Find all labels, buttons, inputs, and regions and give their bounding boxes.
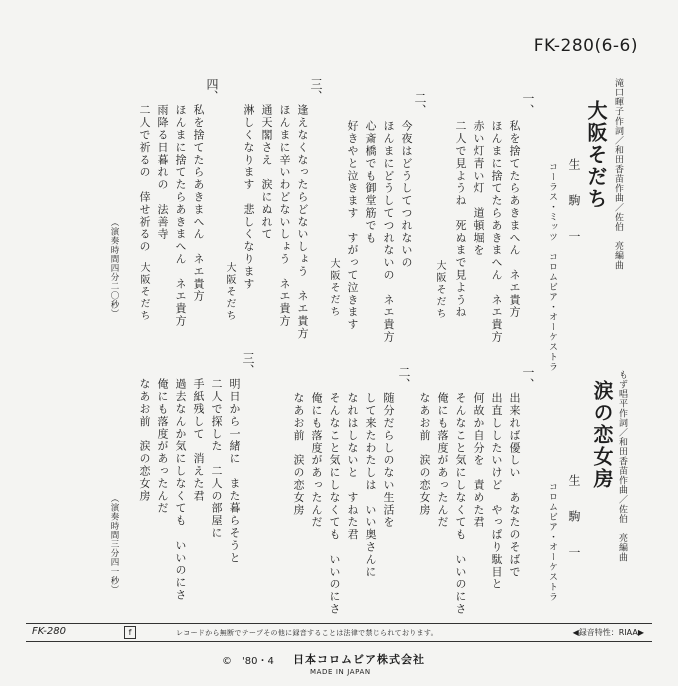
song2-verse2-line6: なあお前 涙の恋女房 (292, 392, 305, 516)
song1-verse3-line3: 通天閣さえ 涙にぬれて (260, 104, 273, 241)
song2-verse1-line4: そんなこと気にしなくても いいのにさ (454, 392, 467, 616)
song2-verse2-line2: して来たわたしは いい奥さんに (364, 392, 377, 578)
song2-verse3-line1: 明日から一緒に また暮らそうと (228, 378, 241, 564)
song1-verse1-line1: 私を捨てたらあきまへん ネエ貴方 (508, 120, 521, 319)
song1-verse2-refrain: 大阪そだち (328, 258, 339, 318)
song2-verse2-line3: なれはしないと すねた君 (346, 392, 359, 541)
song1-verse4-number: 四、 (205, 78, 219, 102)
song1-verse3-line4: 淋しくなります 悲しくなります (242, 104, 255, 290)
song1-verse1-refrain: 大阪そだち (434, 260, 445, 320)
song1-verse4-refrain: 大阪そだち (138, 262, 149, 322)
song2-verse1-line1: 出来れば優しい あなたのそばで (508, 392, 521, 578)
song2-verse1-number: 一、 (521, 366, 535, 390)
song1-artist: 生 駒 一 (567, 158, 581, 248)
song1-credits: 滝口暉子作詞／和田香苗作曲／佐伯 亮編曲 (613, 78, 623, 270)
song1-verse3-line1: 逢えなくなったらどないしょう ネエ貴方 (296, 104, 309, 340)
song1-verse2-line3: 心斎橋でも御堂筋でも (364, 120, 377, 244)
song1-verse3-number: 三、 (309, 78, 323, 102)
song2-verse3-line2: 二人で探した 二人の部屋に (210, 378, 223, 540)
song1-verse2-number: 二、 (413, 92, 427, 116)
song1-verse2-line2: ほんまにどうしてつれないの ネエ貴方 (382, 120, 395, 344)
footer-riaa-note: ◀録音特性：RIAA▶ (572, 628, 644, 637)
song2-verse3-line5: 俺にも落度があったんだ (156, 378, 169, 515)
song1-verse4-line4: 二人で祈るの 倖せ祈るの (138, 104, 151, 253)
song2-verse2-number: 二、 (397, 366, 411, 390)
song2-title: 涙の恋女房 (590, 380, 614, 490)
catalog-number-header: FK-280(6-6) (533, 36, 638, 56)
footer-box-mark: f (124, 626, 136, 639)
song1-orchestra: コーラス・ミッツ コロムビア・オーケストラ (547, 162, 557, 372)
song2-verse3-line6: なあお前 涙の恋女房 (138, 378, 151, 502)
song1-title: 大阪そだち (584, 100, 608, 210)
song1-verse1-line3: 赤い灯青い灯 道頓堀を (472, 120, 485, 257)
song1-verse3-refrain: 大阪そだち (224, 262, 235, 322)
song2-verse3-line4: 過去なんか気にしなくても いいのにさ (174, 378, 187, 602)
song2-duration: （演奏時間三分四一秒） (109, 494, 119, 595)
song2-artist: 生 駒 一 (567, 474, 581, 564)
song2-verse2-line5: 俺にも落度があったんだ (310, 392, 323, 529)
song2-verse1-line6: なあお前 涙の恋女房 (418, 392, 431, 516)
song2-credits: もず唱平作詞／和田香苗作曲／佐伯 亮編曲 (617, 370, 627, 562)
song1-verse4-line1: 私を捨てたらあきまへん ネエ貴方 (192, 104, 205, 303)
footer-made-in: MADE IN JAPAN (310, 668, 371, 676)
song2-verse3-number: 三、 (241, 352, 255, 376)
song2-verse1-line5: 俺にも落度があったんだ (436, 392, 449, 529)
song1-verse1-line2: ほんまに捨てたらあきまへん ネエ貴方 (490, 120, 503, 344)
song1-verse2-line1: 今夜はどうしてつれないの (400, 120, 413, 269)
footer-catalog-number: FK-280 (32, 626, 66, 637)
footer-copy-warning: レコードから無断でテープその他に録音することは法律で禁じられております。 (176, 629, 438, 637)
song2-verse2-line1: 随分だらしのない生活を (382, 392, 395, 529)
song1-verse4-line3: 雨降る日暮れの 法善寺 (156, 104, 169, 241)
footer-divider-bottom (26, 641, 652, 642)
song2-verse2-line4: そんなこと気にしなくても いいのにさ (328, 392, 341, 616)
song2-orchestra: コロムビア・オーケストラ (547, 482, 557, 602)
footer-company: 日本コロムビア株式会社 (293, 653, 425, 666)
song2-verse1-line3: 何故か自分を 責めた君 (472, 392, 485, 529)
song1-verse3-line2: ほんまに辛いわどないしょう ネエ貴方 (278, 104, 291, 328)
footer-copyright: © '80・4 (222, 656, 274, 667)
song2-verse3-line3: 手紙残して 消えた君 (192, 378, 205, 502)
song1-verse1-number: 一、 (521, 92, 535, 116)
song1-verse4-line2: ほんまに捨てたらあきまへん ネエ貴方 (174, 104, 187, 328)
song1-duration: （演奏時間四分二〇秒） (109, 218, 119, 319)
footer-divider-top (26, 623, 652, 624)
song2-verse1-line2: 出直ししたいけど やっぱり駄目と (490, 392, 503, 591)
song1-verse2-line4: 好きやと泣きます すがって泣きます (346, 120, 359, 331)
song1-verse1-line4: 二人で見ようね 死ぬまで見ようね (454, 120, 467, 319)
